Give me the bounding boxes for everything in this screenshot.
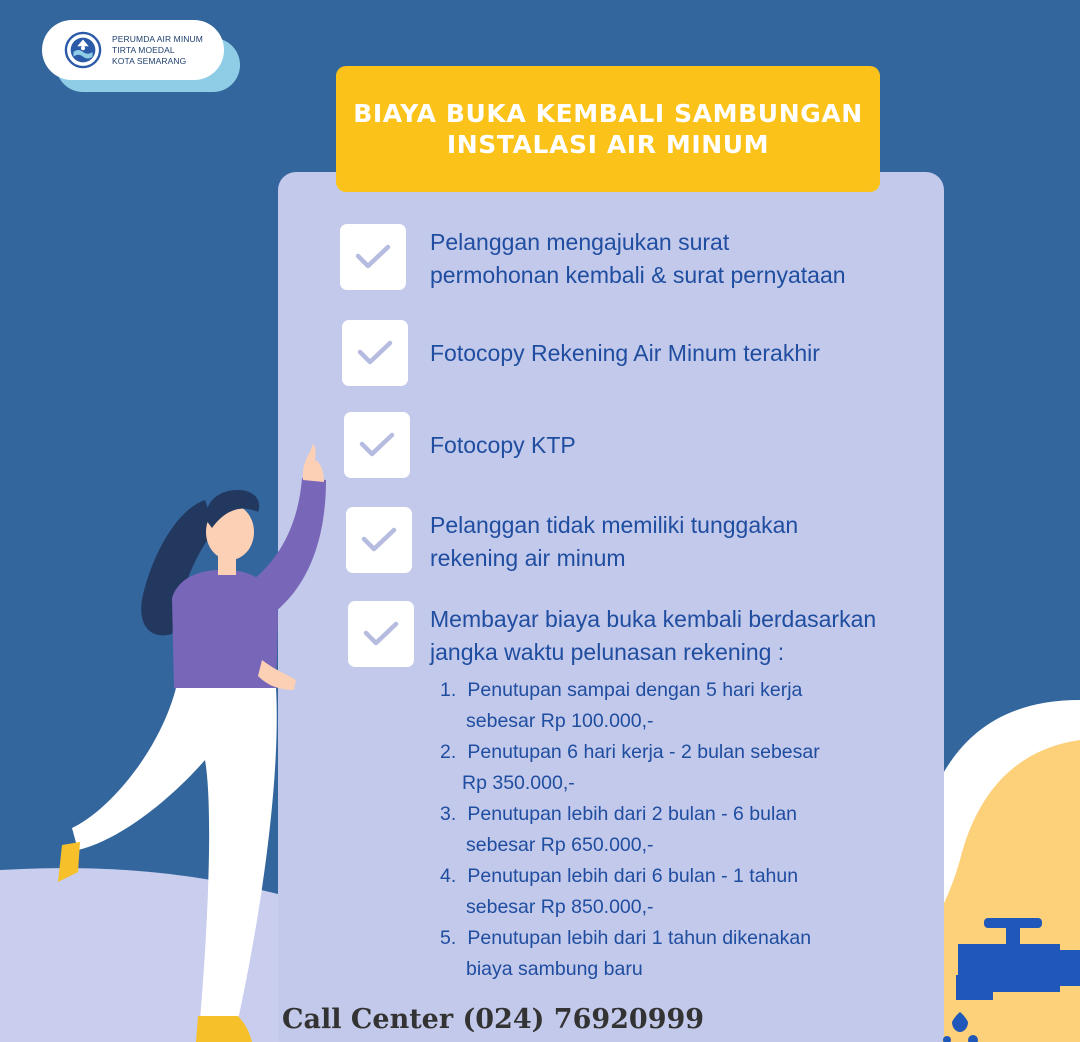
fee-number: 5. (440, 927, 457, 949)
fee-number: 2. (440, 741, 457, 763)
fee-line-1: Penutupan lebih dari 1 tahun dikenakan (467, 927, 812, 949)
logo-line-1: PERUMDA AIR MINUM (112, 33, 203, 44)
checklist-item-3-line-1: Fotocopy KTP (430, 432, 576, 458)
logo-line-3: KOTA SEMARANG (112, 55, 187, 66)
fee-line-1: Penutupan 6 hari kerja - 2 bulan sebesar (467, 741, 820, 763)
checklist-item-4-line-2: rekening air minum (430, 545, 626, 571)
fee-line-2: sebesar Rp 100.000,- (466, 710, 654, 732)
fee-number: 3. (440, 803, 457, 825)
checklist-item-1-line-2: permohonan kembali & surat pernyataan (430, 262, 846, 288)
title-line-2: INSTALASI AIR MINUM (446, 130, 770, 159)
checklist-item-2-line-1: Fotocopy Rekening Air Minum terakhir (430, 340, 820, 366)
fee-line-1: Penutupan sampai dengan 5 hari kerja (467, 679, 803, 701)
fee-line-1: Penutupan lebih dari 6 bulan - 1 tahun (467, 865, 799, 887)
checklist-item-4-line-1: Pelanggan tidak memiliki tunggakan (430, 512, 799, 538)
fee-line-1: Penutupan lebih dari 2 bulan - 6 bulan (467, 803, 798, 825)
fee-line-2: Rp 350.000,- (462, 772, 575, 794)
fee-number: 1. (440, 679, 457, 701)
checklist-item-1-line-1: Pelanggan mengajukan surat (430, 229, 730, 255)
call-center-text: Call Center (024) 76920999 (282, 1004, 705, 1035)
checklist-item-5-line-1: Membayar biaya buka kembali berdasarkan (430, 606, 877, 632)
fee-line-2: biaya sambung baru (466, 958, 643, 980)
logo-line-2: TIRTA MOEDAL (112, 44, 175, 55)
fee-number: 4. (440, 865, 457, 887)
title-line-1: BIAYA BUKA KEMBALI SAMBUNGAN (353, 99, 863, 128)
checklist-item-5-line-2: jangka waktu pelunasan rekening : (430, 639, 785, 665)
fee-line-2: sebesar Rp 850.000,- (466, 896, 654, 918)
fee-line-2: sebesar Rp 650.000,- (466, 834, 654, 856)
